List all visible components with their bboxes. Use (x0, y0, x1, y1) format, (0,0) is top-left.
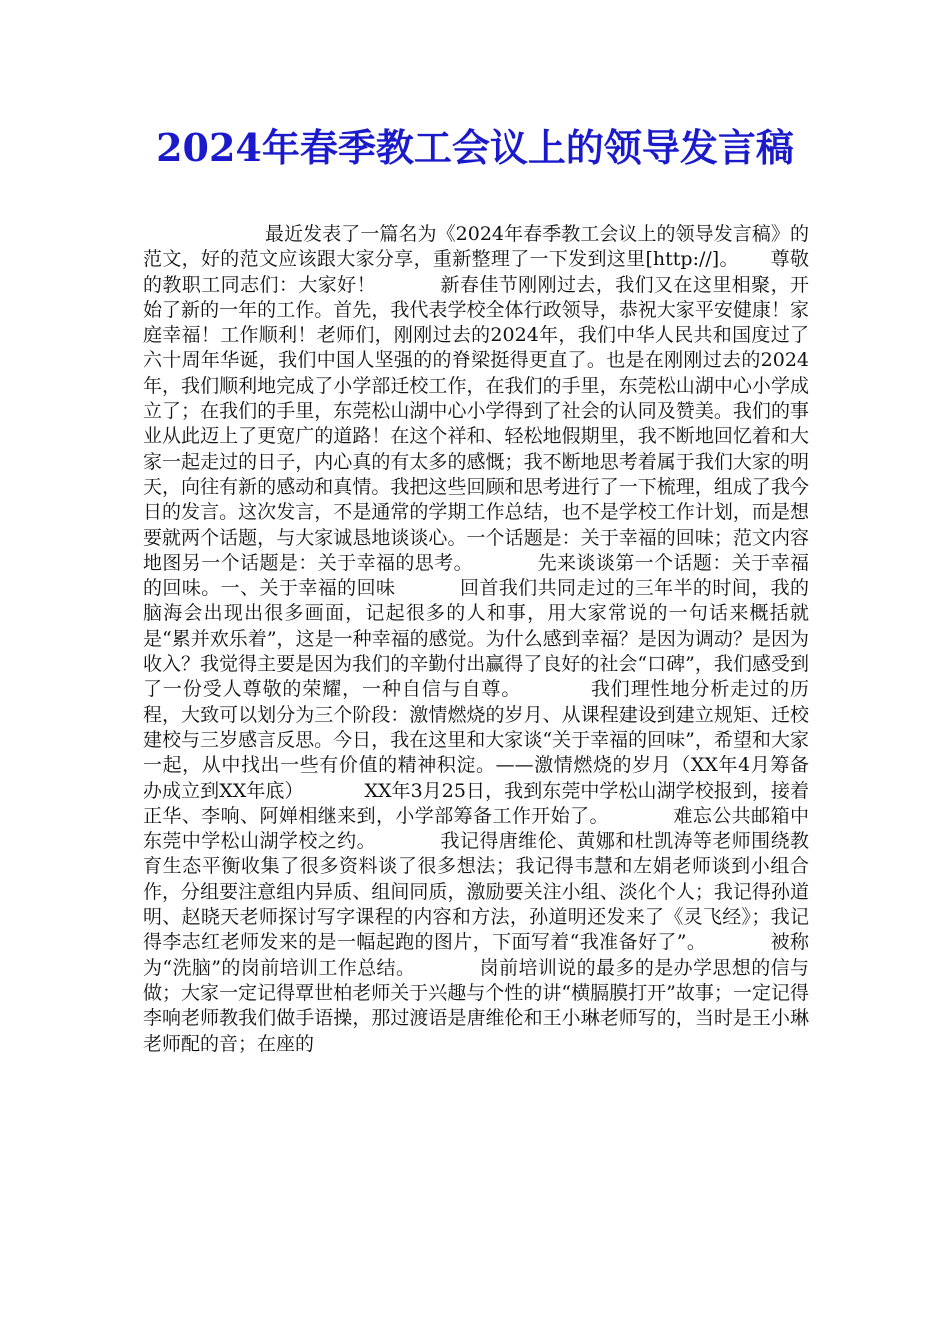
document-body: 最近发表了一篇名为《2024年春季教工会议上的领导发言稿》的范文，好的范文应该跟大家分享，重新整理了一下发到这里[http://]。 尊敬的教职工同志们：大家好！ 新春佳节刚刚过去，我们又在这里相聚，开始了新的一年的工作。首先，我代表学校全体行政领导，恭祝大家平安健康！家庭幸福！工作顺利！老师们，刚刚过去的2024年，我们中华人民共和国度过了六十周年华诞，我们中国人坚强的的脊梁挺得更直了。也是在刚刚过去的2024年，我们顺利地完成了小学部迁校工作，在我们的手里，东莞松山湖中心小学成立了；在我们的手里，东莞松山湖中心小学得到了社会的认同及赞美。我们的事业从此迈上了更宽广的道路！在这个祥和、轻松地假期里，我不断地回忆着和大家一起走过的日子，内心真的有太多的感慨；我不断地思考着属于我们大家的明天，向往有新的感动和真情。我把这些回顾和思考进行了一下梳理，组成了我今日的发言。这次发言，不是通常的学期工作总结，也不是学校工作计划，而是想要就两个话题，与大家诚恳地谈谈心。一个话题是：关于幸福的回味；范文内容地图另一个话题是：关于幸福的思考。 先来谈谈第一个话题：关于幸福的回味。一、关于幸福的回味 回首我们共同走过的三年半的时间，我的脑海会出现出很多画面，记起很多的人和事，用大家常说的一句话来概括就是“累并欢乐着”，这是一种幸福的感觉。为什么感到幸福？是因为调动？是因为收入？我觉得主要是因为我们的辛勤付出赢得了良好的社会“口碑”，我们感受到了一份受人尊敬的荣耀，一种自信与自尊。 我们理性地分析走过的历程，大致可以划分为三个阶段：激情燃烧的岁月、从课程建设到建立规矩、迁校建校与三岁感言反思。今日，我在这里和大家谈“关于幸福的回味”，希望和大家一起，从中找出一些有价值的精神积淀。——激情燃烧的岁月（XX年4月筹备办成立到XX年底） XX年3月25日，我到东莞中学松山湖学校报到，接着正华、李响、阿婵相继来到，小学部筹备工作开始了。 难忘公共邮箱中东莞中学松山湖学校之约。 我记得唐维伦、黄娜和杜凯涛等老师围绕教育生态平衡收集了很多资料谈了很多想法；我记得韦慧和左娟老师谈到小组合作，分组要注意组内异质、组间同质，激励要关注小组、淡化个人；我记得孙道明、赵晓天老师探讨写字课程的内容和方法，孙道明还发来了《灵飞经》；我记得李志红老师发来的是一幅起跑的图片，下面写着“我准备好了”。 被称为“洗脑”的岗前培训工作总结。 岗前培训说的最多的是办学思想的信与做；大家一定记得覃世柏老师关于兴趣与个性的讲“横膈膜打开”故事；一定记得李响老师教我们做手语操，那过渡语是唐维伦和王小琳老师写的，当时是王小琳老师配的音；在座的 (143, 223, 809, 1055)
document-title: 2024年春季教工会议上的领导发言稿 (156, 125, 794, 170)
